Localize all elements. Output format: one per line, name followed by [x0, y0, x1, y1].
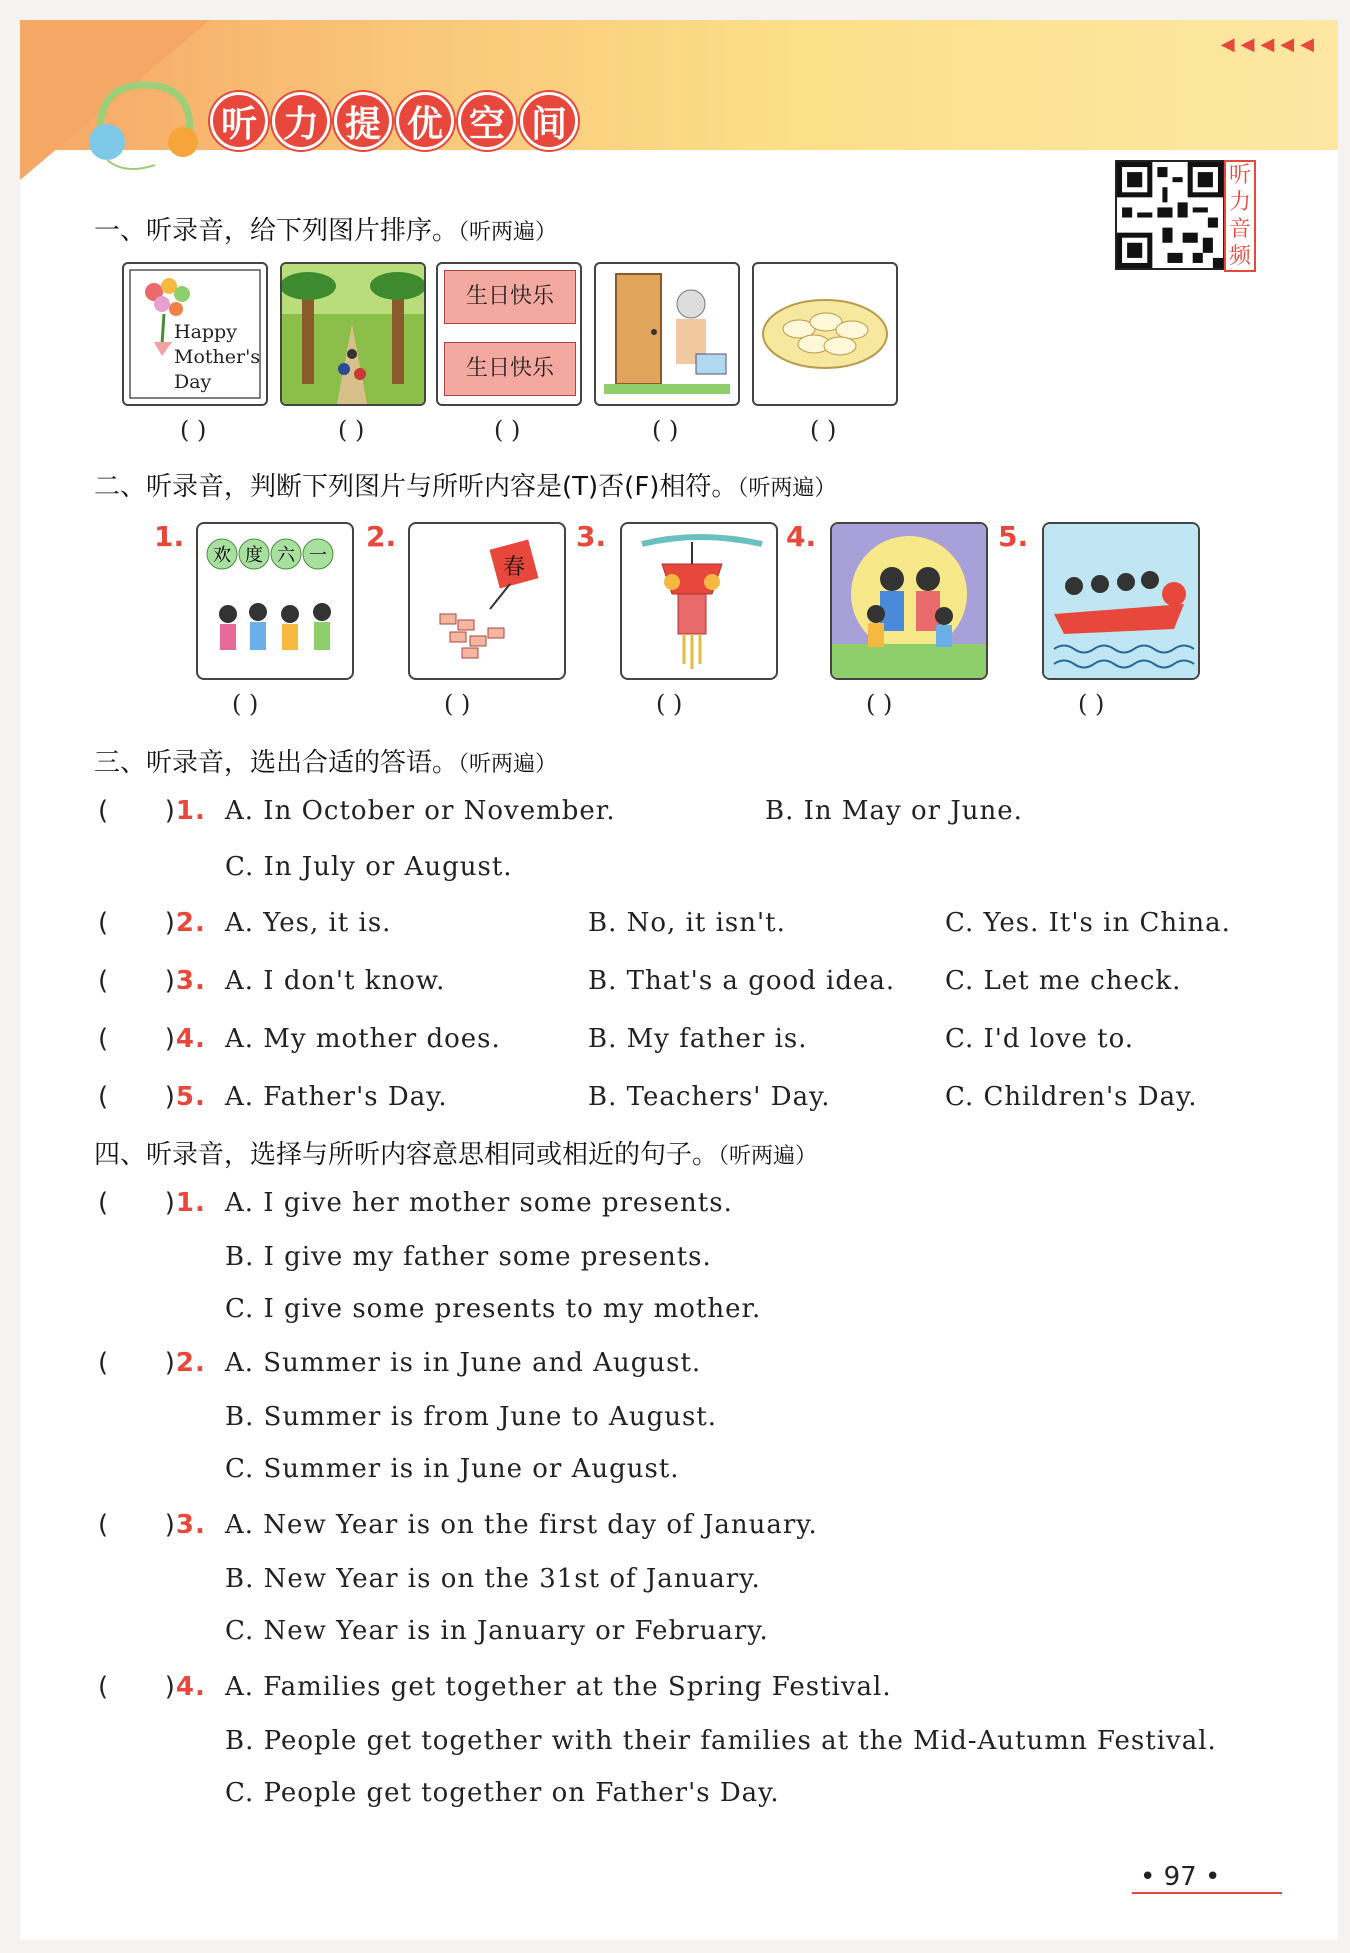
qr-label-char: 力	[1228, 190, 1251, 215]
birthday-banners-picture	[436, 262, 582, 406]
grandma-door-icon	[596, 264, 738, 404]
title-char: 优	[396, 92, 454, 150]
answer-blank[interactable]: ( )	[98, 1672, 176, 1702]
option-b[interactable]: B. That's a good idea.	[588, 966, 896, 996]
card-text	[174, 320, 260, 395]
answer-blank[interactable]: ( )	[98, 1082, 176, 1112]
section-title-text: 一、听录音，给下列图片排序。	[94, 216, 459, 246]
option-a[interactable]: A. I don't know.	[225, 966, 446, 996]
answer-blank[interactable]: ( )	[180, 416, 207, 444]
banner-char: 度	[245, 545, 263, 566]
arrow-decoration: ◀◀◀◀◀	[1220, 34, 1320, 55]
question-number: 4.	[175, 1024, 206, 1054]
answer-blank[interactable]: ( )	[98, 1510, 176, 1540]
section-1-title	[94, 210, 557, 247]
question-row	[98, 908, 206, 938]
answer-blank[interactable]: ( )	[98, 966, 176, 996]
option-a[interactable]: A. My mother does.	[225, 1024, 501, 1054]
lantern-icon	[622, 524, 776, 678]
title-char: 空	[458, 92, 516, 150]
card-line: Mother's	[174, 346, 261, 368]
question-number: 1.	[175, 796, 206, 826]
section-note: （听两遍）	[718, 1144, 818, 1169]
qr-label-char: 音	[1228, 217, 1251, 242]
picture-number: 3.	[576, 520, 607, 553]
question-row	[98, 1672, 206, 1702]
option-b[interactable]: B. In May or June.	[765, 796, 1023, 826]
dumplings-icon	[754, 264, 896, 404]
palm-trees-icon	[282, 264, 424, 404]
childrens-day-picture	[196, 522, 354, 680]
grandma-at-door-picture	[594, 262, 740, 406]
banner-char: 欢	[213, 545, 231, 566]
card-line: Happy	[174, 321, 237, 343]
picture-number: 1.	[154, 520, 185, 553]
question-row	[98, 796, 206, 826]
option-a[interactable]: A. I give her mother some presents.	[225, 1188, 733, 1218]
option-b[interactable]: B. People get together with their families at the Mid-Autumn Festival.	[225, 1726, 1217, 1756]
question-number: 3.	[175, 966, 206, 996]
option-c[interactable]: C. Children's Day.	[945, 1082, 1198, 1112]
title-char: 力	[272, 92, 330, 150]
option-b[interactable]: B. Summer is from June to August.	[225, 1402, 718, 1432]
question-row	[98, 1082, 206, 1112]
option-b[interactable]: B. New Year is on the 31st of January.	[225, 1564, 761, 1594]
qr-label-char: 听	[1228, 163, 1251, 188]
spring-char: 春	[502, 555, 526, 580]
answer-blank[interactable]: ( )	[98, 1348, 176, 1378]
answer-blank[interactable]: ( )	[232, 690, 259, 718]
page-title	[210, 92, 578, 150]
picture-number: 2.	[366, 520, 397, 553]
option-c[interactable]: C. I'd love to.	[945, 1024, 1135, 1054]
option-c[interactable]: C. New Year is in January or February.	[225, 1616, 769, 1646]
lantern-picture	[620, 522, 778, 680]
section-note: （听两遍）	[458, 752, 558, 777]
answer-blank[interactable]: ( )	[656, 690, 683, 718]
section-4-title	[94, 1134, 817, 1171]
question-number: 3.	[175, 1510, 206, 1540]
section-title-text: 三、听录音，选出合适的答语。	[94, 748, 459, 778]
answer-blank[interactable]: ( )	[652, 416, 679, 444]
firecrackers-picture	[408, 522, 566, 680]
card-line: Day	[174, 371, 212, 393]
picture-number: 5.	[998, 520, 1029, 553]
birthday-banner: 生日快乐	[444, 342, 576, 396]
option-c[interactable]: C. People get together on Father's Day.	[225, 1778, 780, 1808]
dumplings-plate-picture	[752, 262, 898, 406]
question-row	[98, 966, 206, 996]
answer-blank[interactable]: ( )	[810, 416, 837, 444]
dragon-boat-picture	[1042, 522, 1200, 680]
answer-blank[interactable]: ( )	[98, 1188, 176, 1218]
option-c[interactable]: C. Let me check.	[945, 966, 1182, 996]
birthday-banner: 生日快乐	[444, 270, 576, 324]
page-number: • 97 •	[1140, 1862, 1221, 1892]
answer-blank[interactable]: ( )	[444, 690, 471, 718]
option-a[interactable]: A. Families get together at the Spring Festival.	[225, 1672, 892, 1702]
answer-blank[interactable]: ( )	[98, 1024, 176, 1054]
tree-climbing-picture	[280, 262, 426, 406]
answer-blank[interactable]: ( )	[98, 796, 176, 826]
section-title-text: 二、听录音，判断下列图片与所听内容是(T)否(F)相符。	[94, 472, 738, 502]
question-row	[98, 1188, 206, 1218]
section-3-title	[94, 742, 557, 779]
question-number: 4.	[175, 1672, 206, 1702]
section-note: （听两遍）	[458, 220, 558, 245]
option-b[interactable]: B. I give my father some presents.	[225, 1242, 712, 1272]
answer-blank[interactable]: ( )	[1078, 690, 1105, 718]
question-number: 5.	[175, 1082, 206, 1112]
family-moon-picture	[830, 522, 988, 680]
dragon-boat-icon	[1044, 524, 1198, 678]
picture-number: 4.	[786, 520, 817, 553]
option-c[interactable]: C. Summer is in June or August.	[225, 1454, 680, 1484]
family-moon-icon	[832, 524, 986, 678]
question-number: 2.	[175, 908, 206, 938]
question-row	[98, 1510, 206, 1540]
question-row	[98, 1024, 206, 1054]
headphone-icon	[85, 80, 205, 170]
option-c[interactable]: C. Yes. It's in China.	[945, 908, 1231, 938]
option-a[interactable]: A. Summer is in June and August.	[225, 1348, 702, 1378]
page-number-underline	[1132, 1892, 1282, 1894]
question-number: 2.	[175, 1348, 206, 1378]
question-number: 1.	[175, 1188, 206, 1218]
answer-blank[interactable]: ( )	[494, 416, 521, 444]
title-char: 间	[520, 92, 578, 150]
section-note: （听两遍）	[737, 476, 837, 501]
option-b[interactable]: B. No, it isn't.	[588, 908, 786, 938]
qr-label	[1224, 160, 1256, 272]
option-b[interactable]: B. Teachers' Day.	[588, 1082, 831, 1112]
qr-label-char: 频	[1228, 244, 1251, 269]
question-row	[98, 1348, 206, 1378]
section-title-text: 四、听录音，选择与所听内容意思相同或相近的句子。	[94, 1140, 719, 1170]
qr-code-icon[interactable]	[1115, 160, 1225, 270]
option-c[interactable]: C. In July or August.	[225, 852, 513, 882]
answer-blank[interactable]: ( )	[338, 416, 365, 444]
option-a[interactable]: A. In October or November.	[225, 796, 616, 826]
option-b[interactable]: B. My father is.	[588, 1024, 808, 1054]
title-char: 提	[334, 92, 392, 150]
section-2-title	[94, 466, 836, 503]
answer-blank[interactable]: ( )	[98, 908, 176, 938]
firecrackers-icon	[410, 524, 564, 678]
banner-char: 六	[277, 545, 295, 566]
mothers-day-card-picture	[122, 262, 268, 406]
children-dancing-icon	[198, 524, 352, 678]
option-a[interactable]: A. New Year is on the first day of January.	[225, 1510, 818, 1540]
option-a[interactable]: A. Father's Day.	[225, 1082, 448, 1112]
option-a[interactable]: A. Yes, it is.	[225, 908, 392, 938]
worksheet-page	[20, 20, 1338, 1940]
option-c[interactable]: C. I give some presents to my mother.	[225, 1294, 762, 1324]
title-char: 听	[210, 92, 268, 150]
banner-char: 一	[309, 545, 327, 566]
answer-blank[interactable]: ( )	[866, 690, 893, 718]
